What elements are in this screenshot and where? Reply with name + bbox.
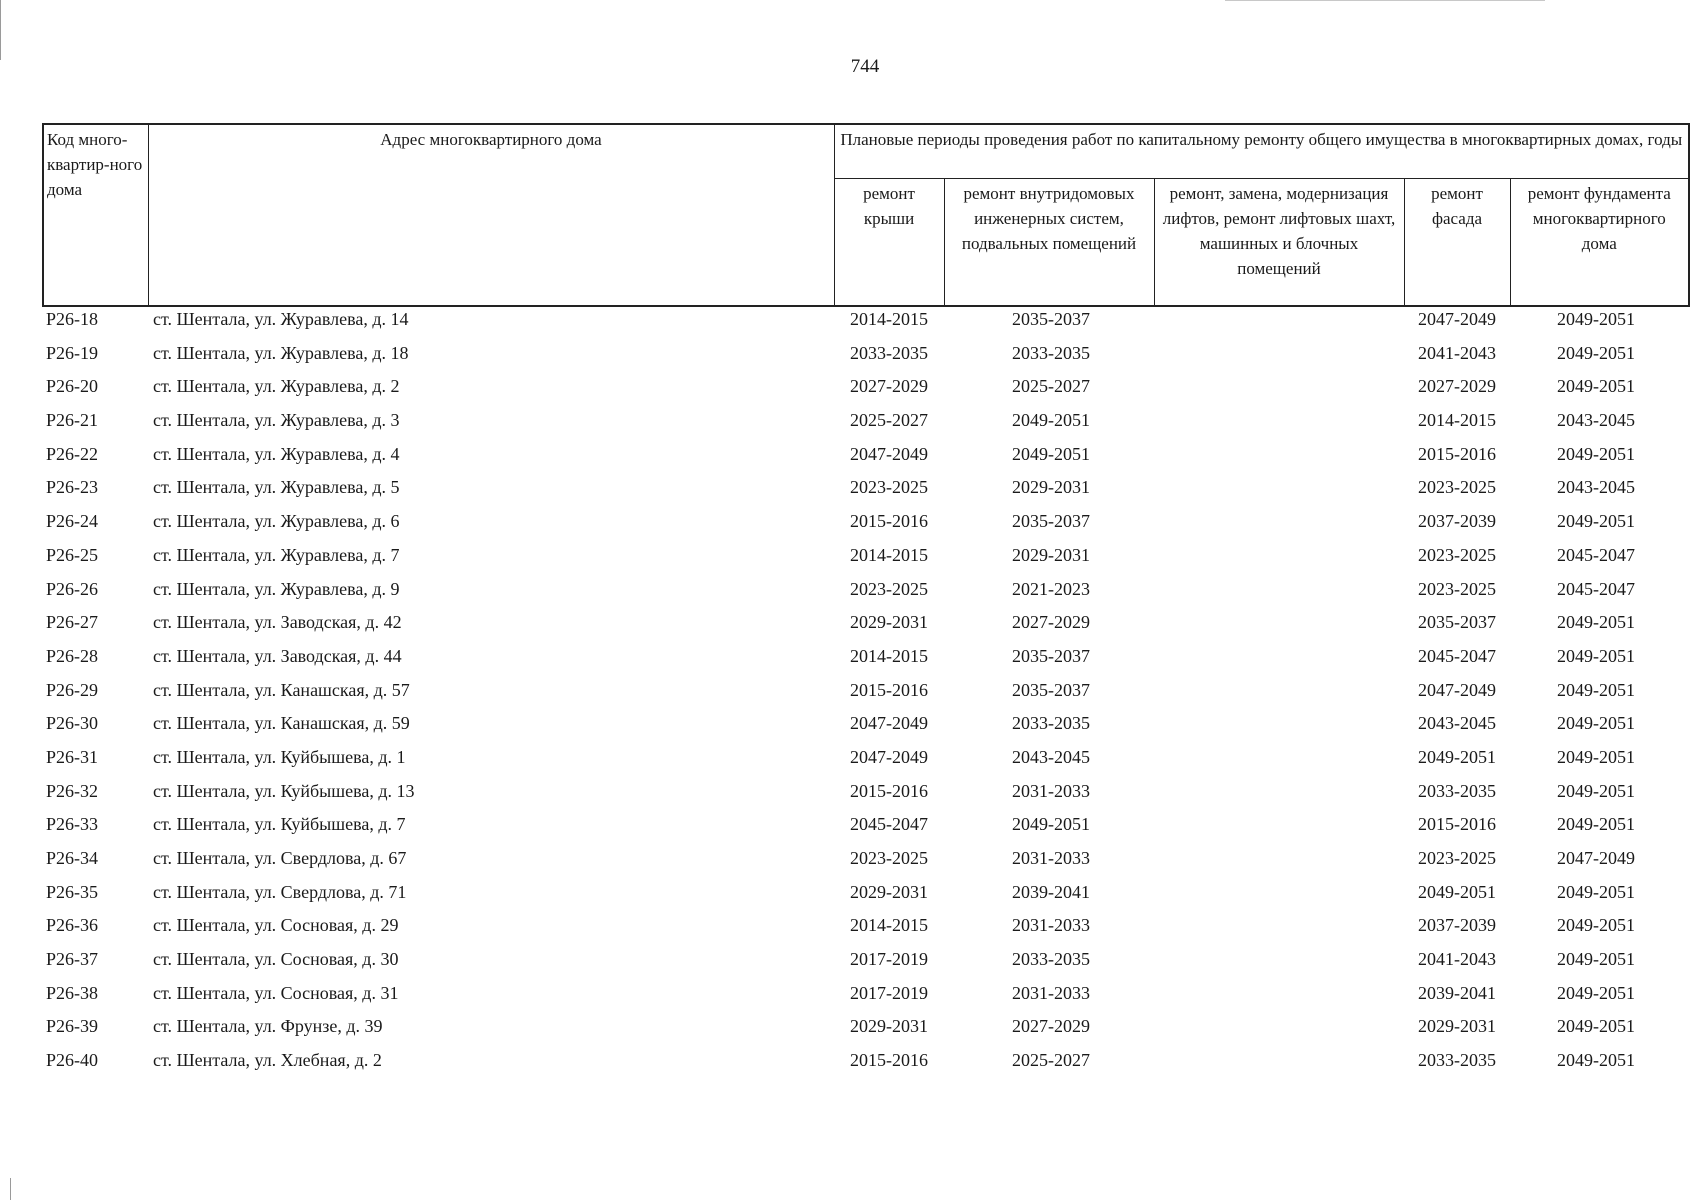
cell-code: Р26-18 xyxy=(46,309,99,329)
cell-foundation: 2047-2049 xyxy=(1557,848,1635,868)
table-row xyxy=(0,778,1705,812)
cell-facade: 2037-2039 xyxy=(1418,915,1496,936)
cell-foundation: 2049-2051 xyxy=(1557,342,1635,363)
cell-code: Р26-37 xyxy=(46,949,99,970)
cell-engineering: 2031-2033 xyxy=(1012,848,1090,868)
cell-code: Р26-38 xyxy=(46,982,99,1003)
cell-roof: 2014-2015 xyxy=(850,544,928,565)
cell-facade: 2037-2039 xyxy=(1418,511,1496,532)
page-number: 744 xyxy=(850,56,880,77)
table-row xyxy=(0,576,1705,610)
cell-code: Р26-29 xyxy=(46,679,99,700)
scan-edge-mark xyxy=(10,1178,11,1200)
cell-address: ст. Шентала, ул. Куйбышева, д. 13 xyxy=(153,780,415,801)
cell-address: ст. Шентала, ул. Хлебная, д. 2 xyxy=(153,1050,382,1071)
cell-address: ст. Шентала, ул. Канашская, д. 59 xyxy=(153,713,410,734)
cell-engineering: 2049-2051 xyxy=(1012,814,1090,835)
cell-facade: 2015-2016 xyxy=(1418,814,1496,835)
cell-roof: 2045-2047 xyxy=(850,814,928,835)
cell-engineering: 2021-2023 xyxy=(1012,578,1090,599)
cell-engineering: 2027-2029 xyxy=(1012,612,1090,633)
table-row xyxy=(0,609,1705,643)
cell-address: ст. Шентала, ул. Журавлева, д. 5 xyxy=(153,477,400,498)
cell-facade: 2041-2043 xyxy=(1418,949,1496,970)
cell-code: Р26-20 xyxy=(46,376,99,397)
cell-foundation: 2049-2051 xyxy=(1557,881,1635,902)
cell-foundation: 2043-2045 xyxy=(1557,477,1635,498)
table-body xyxy=(0,306,1705,1081)
cell-engineering: 2043-2045 xyxy=(1012,746,1090,767)
table-row xyxy=(0,474,1705,508)
cell-roof: 2029-2031 xyxy=(850,881,928,902)
cell-roof: 2025-2027 xyxy=(850,410,928,431)
header-facade: ремонт фасада xyxy=(1404,178,1510,306)
cell-address: ст. Шентала, ул. Заводская, д. 44 xyxy=(153,645,402,666)
cell-engineering: 2039-2041 xyxy=(1012,881,1090,902)
cell-facade: 2047-2049 xyxy=(1418,679,1496,700)
table-row xyxy=(0,845,1705,879)
scan-edge-mark xyxy=(1225,0,1545,1)
cell-facade: 2033-2035 xyxy=(1418,1050,1496,1071)
table-row xyxy=(0,811,1705,845)
cell-code: Р26-22 xyxy=(46,443,99,464)
cell-foundation: 2049-2051 xyxy=(1557,443,1635,464)
scan-edge-mark xyxy=(0,0,1,60)
cell-roof: 2033-2035 xyxy=(850,342,928,363)
cell-facade: 2043-2045 xyxy=(1418,713,1496,734)
table-row xyxy=(0,1047,1705,1081)
table-header xyxy=(42,123,1690,307)
cell-facade: 2049-2051 xyxy=(1418,881,1496,902)
cell-facade: 2014-2015 xyxy=(1418,410,1496,431)
cell-foundation: 2049-2051 xyxy=(1557,511,1635,532)
cell-facade: 2033-2035 xyxy=(1418,780,1496,801)
cell-code: Р26-25 xyxy=(46,544,99,565)
cell-address: ст. Шентала, ул. Журавлева, д. 14 xyxy=(153,309,409,329)
cell-facade: 2045-2047 xyxy=(1418,645,1496,666)
cell-roof: 2015-2016 xyxy=(850,780,928,801)
cell-facade: 2023-2025 xyxy=(1418,477,1496,498)
cell-foundation: 2049-2051 xyxy=(1557,1016,1635,1037)
header-code: Код много-квартир-ного дома xyxy=(43,124,148,306)
cell-foundation: 2049-2051 xyxy=(1557,949,1635,970)
cell-roof: 2017-2019 xyxy=(850,949,928,970)
table-row xyxy=(0,306,1705,340)
cell-foundation: 2049-2051 xyxy=(1557,982,1635,1003)
cell-foundation: 2045-2047 xyxy=(1557,544,1635,565)
cell-foundation: 2049-2051 xyxy=(1557,746,1635,767)
cell-foundation: 2049-2051 xyxy=(1557,814,1635,835)
cell-address: ст. Шентала, ул. Свердлова, д. 71 xyxy=(153,881,407,902)
cell-code: Р26-39 xyxy=(46,1016,99,1037)
cell-roof: 2014-2015 xyxy=(850,309,928,329)
cell-address: ст. Шентала, ул. Сосновая, д. 29 xyxy=(153,915,399,936)
cell-foundation: 2045-2047 xyxy=(1557,578,1635,599)
table-row xyxy=(0,946,1705,980)
cell-engineering: 2029-2031 xyxy=(1012,477,1090,498)
cell-roof: 2047-2049 xyxy=(850,443,928,464)
cell-address: ст. Шентала, ул. Заводская, д. 42 xyxy=(153,612,402,633)
cell-foundation: 2049-2051 xyxy=(1557,780,1635,801)
cell-roof: 2047-2049 xyxy=(850,713,928,734)
cell-roof: 2015-2016 xyxy=(850,511,928,532)
cell-code: Р26-30 xyxy=(46,713,99,734)
cell-engineering: 2035-2037 xyxy=(1012,679,1090,700)
header-periods: Плановые периоды проведения работ по капитальному ремонту общего имущества в многоквартирных домах, годы xyxy=(834,124,1689,178)
cell-engineering: 2049-2051 xyxy=(1012,410,1090,431)
cell-code: Р26-27 xyxy=(46,612,99,633)
table-row xyxy=(0,643,1705,677)
cell-engineering: 2033-2035 xyxy=(1012,342,1090,363)
cell-address: ст. Шентала, ул. Журавлева, д. 4 xyxy=(153,443,400,464)
cell-facade: 2027-2029 xyxy=(1418,376,1496,397)
cell-address: ст. Шентала, ул. Журавлева, д. 6 xyxy=(153,511,400,532)
cell-foundation: 2049-2051 xyxy=(1557,612,1635,633)
cell-address: ст. Шентала, ул. Канашская, д. 57 xyxy=(153,679,410,700)
cell-engineering: 2049-2051 xyxy=(1012,443,1090,464)
header-address: Адрес многоквартирного дома xyxy=(148,124,834,306)
cell-foundation: 2043-2045 xyxy=(1557,410,1635,431)
cell-engineering: 2027-2029 xyxy=(1012,1016,1090,1037)
cell-code: Р26-40 xyxy=(46,1050,99,1071)
cell-address: ст. Шентала, ул. Куйбышева, д. 7 xyxy=(153,814,406,835)
cell-engineering: 2031-2033 xyxy=(1012,780,1090,801)
cell-foundation: 2049-2051 xyxy=(1557,915,1635,936)
cell-facade: 2023-2025 xyxy=(1418,848,1496,868)
cell-code: Р26-24 xyxy=(46,511,99,532)
table-row xyxy=(0,508,1705,542)
cell-facade: 2029-2031 xyxy=(1418,1016,1496,1037)
table-row xyxy=(0,340,1705,374)
cell-roof: 2015-2016 xyxy=(850,1050,928,1071)
cell-address: ст. Шентала, ул. Куйбышева, д. 1 xyxy=(153,746,406,767)
cell-code: Р26-34 xyxy=(46,848,99,868)
cell-foundation: 2049-2051 xyxy=(1557,713,1635,734)
table-row xyxy=(0,912,1705,946)
cell-facade: 2041-2043 xyxy=(1418,342,1496,363)
cell-engineering: 2029-2031 xyxy=(1012,544,1090,565)
cell-code: Р26-26 xyxy=(46,578,99,599)
table-row xyxy=(0,710,1705,744)
cell-code: Р26-19 xyxy=(46,342,99,363)
cell-engineering: 2035-2037 xyxy=(1012,309,1090,329)
cell-roof: 2014-2015 xyxy=(850,915,928,936)
cell-code: Р26-35 xyxy=(46,881,99,902)
cell-code: Р26-33 xyxy=(46,814,99,835)
cell-engineering: 2031-2033 xyxy=(1012,915,1090,936)
table-row xyxy=(0,373,1705,407)
header-engineering: ремонт внутридомовых инженерных систем, подвальных помещений xyxy=(944,178,1154,306)
cell-roof: 2015-2016 xyxy=(850,679,928,700)
cell-address: ст. Шентала, ул. Журавлева, д. 3 xyxy=(153,410,400,431)
cell-code: Р26-32 xyxy=(46,780,99,801)
cell-engineering: 2033-2035 xyxy=(1012,713,1090,734)
table-row xyxy=(0,879,1705,913)
cell-code: Р26-21 xyxy=(46,410,99,431)
table-row xyxy=(0,441,1705,475)
cell-foundation: 2049-2051 xyxy=(1557,679,1635,700)
cell-foundation: 2049-2051 xyxy=(1557,1050,1635,1071)
cell-engineering: 2025-2027 xyxy=(1012,1050,1090,1071)
table-row xyxy=(0,1013,1705,1047)
cell-roof: 2023-2025 xyxy=(850,848,928,868)
cell-facade: 2023-2025 xyxy=(1418,578,1496,599)
table-row xyxy=(0,542,1705,576)
cell-roof: 2029-2031 xyxy=(850,1016,928,1037)
header-foundation: ремонт фундамента многоквартирного дома xyxy=(1510,178,1689,306)
header-elevators: ремонт, замена, модернизация лифтов, ремонт лифтовых шахт, машинных и блочных помещений xyxy=(1154,178,1404,306)
cell-roof: 2023-2025 xyxy=(850,578,928,599)
cell-address: ст. Шентала, ул. Журавлева, д. 18 xyxy=(153,342,409,363)
table-row xyxy=(0,744,1705,778)
cell-address: ст. Шентала, ул. Журавлева, д. 2 xyxy=(153,376,400,397)
cell-engineering: 2025-2027 xyxy=(1012,376,1090,397)
cell-roof: 2014-2015 xyxy=(850,645,928,666)
cell-code: Р26-36 xyxy=(46,915,99,936)
cell-facade: 2023-2025 xyxy=(1418,544,1496,565)
table-row xyxy=(0,980,1705,1014)
cell-address: ст. Шентала, ул. Сосновая, д. 30 xyxy=(153,949,399,970)
cell-facade: 2049-2051 xyxy=(1418,746,1496,767)
cell-code: Р26-31 xyxy=(46,746,99,767)
cell-facade: 2015-2016 xyxy=(1418,443,1496,464)
cell-code: Р26-28 xyxy=(46,645,99,666)
cell-roof: 2023-2025 xyxy=(850,477,928,498)
cell-address: ст. Шентала, ул. Свердлова, д. 67 xyxy=(153,848,407,868)
cell-code: Р26-23 xyxy=(46,477,99,498)
cell-address: ст. Шентала, ул. Журавлева, д. 9 xyxy=(153,578,400,599)
cell-facade: 2035-2037 xyxy=(1418,612,1496,633)
cell-engineering: 2033-2035 xyxy=(1012,949,1090,970)
table-row xyxy=(0,407,1705,441)
cell-engineering: 2035-2037 xyxy=(1012,645,1090,666)
cell-facade: 2039-2041 xyxy=(1418,982,1496,1003)
cell-facade: 2047-2049 xyxy=(1418,309,1496,329)
cell-roof: 2027-2029 xyxy=(850,376,928,397)
cell-engineering: 2031-2033 xyxy=(1012,982,1090,1003)
cell-address: ст. Шентала, ул. Сосновая, д. 31 xyxy=(153,982,399,1003)
cell-foundation: 2049-2051 xyxy=(1557,309,1635,329)
cell-engineering: 2035-2037 xyxy=(1012,511,1090,532)
cell-foundation: 2049-2051 xyxy=(1557,376,1635,397)
cell-roof: 2017-2019 xyxy=(850,982,928,1003)
cell-foundation: 2049-2051 xyxy=(1557,645,1635,666)
cell-roof: 2047-2049 xyxy=(850,746,928,767)
cell-roof: 2029-2031 xyxy=(850,612,928,633)
header-roof: ремонт крыши xyxy=(834,178,944,306)
cell-address: ст. Шентала, ул. Фрунзе, д. 39 xyxy=(153,1016,383,1037)
table-row xyxy=(0,677,1705,711)
cell-address: ст. Шентала, ул. Журавлева, д. 7 xyxy=(153,544,400,565)
